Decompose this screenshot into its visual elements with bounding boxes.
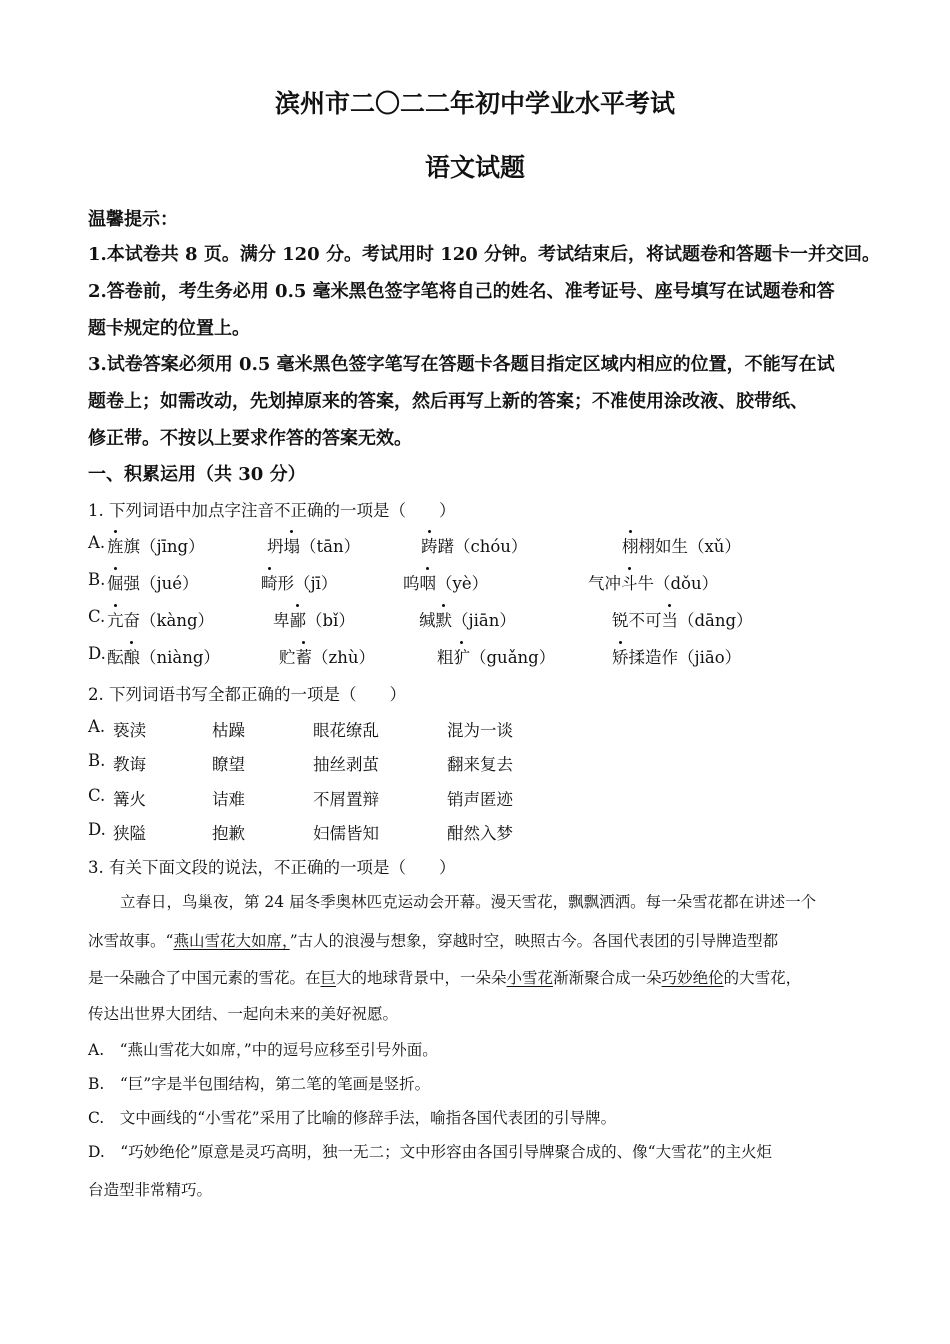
q3-option-b: B. “巨”字是半包围结构，第二笔的笔画是竖折。 — [88, 1075, 431, 1093]
q1-option-item: 呜咽（yè） — [403, 570, 488, 594]
q2-word: 翻来复去 — [447, 755, 513, 774]
q1-row-label: B. — [88, 570, 106, 589]
q2-word: 教诲 — [113, 755, 146, 774]
q2-word: 枯躁 — [212, 721, 245, 740]
tip-line-4: 3.试卷答案必须用 0.5 毫米黑色签字笔写在答题卡各题目指定区域内相应的位置，不能写在试 — [88, 354, 835, 375]
q1-option-item: 缄默（jiān） — [419, 607, 516, 631]
question-3-stem: 3. 有关下面文段的说法，不正确的一项是（ ） — [88, 858, 456, 877]
q2-row-label: C. — [88, 786, 106, 805]
dotted-char: 塌 — [284, 533, 301, 557]
q2-word: 瞭望 — [212, 755, 245, 774]
q2-word: 销声匿迹 — [447, 790, 513, 809]
q2-row-label: D. — [88, 820, 106, 839]
question-1-stem: 1. 下列词语中加点字注音不正确的一项是（ ） — [88, 501, 456, 520]
page-title: 滨州市二〇二二年初中学业水平考试 — [274, 89, 675, 118]
passage-line: 立春日，鸟巢夜，第 24 届冬季奥林匹克运动会开幕。漫天雪花，飘飘洒洒。每一朵雪花都在讲述一个 — [120, 893, 817, 911]
tip-line-6: 修正带。不按以上要求作答的答案无效。 — [88, 428, 412, 449]
dotted-char: 倔 — [107, 570, 124, 594]
q2-word: 酣然入梦 — [447, 824, 513, 843]
q1-option-item: 卑鄙（bǐ） — [273, 607, 355, 631]
q1-row-label: A. — [88, 533, 106, 552]
q1-option-item: 坍塌（tān） — [267, 533, 360, 557]
page-subtitle: 语文试题 — [424, 153, 525, 182]
q1-option-item: 粗犷（guǎng） — [437, 644, 555, 668]
tip-line-1: 1.本试卷共 8 页。满分 120 分。考试用时 120 分钟。考试结束后，将试题卷和答题卡一并交回。 — [88, 244, 881, 265]
q1-option-item: 矫揉造作（jiāo） — [612, 644, 741, 668]
q2-word: 抱歉 — [212, 824, 245, 843]
q1-option-item: 亢奋（kàng） — [107, 607, 214, 631]
tip-line-3: 题卡规定的位置上。 — [88, 318, 250, 339]
q1-option-item: 气冲斗牛（dǒu） — [588, 570, 718, 594]
dotted-char: 咽 — [420, 570, 437, 594]
q2-word: 妇儒皆知 — [313, 824, 379, 843]
dotted-char: 旌 — [107, 533, 124, 557]
q2-word: 抽丝剥茧 — [313, 755, 379, 774]
q2-word: 不屑置辩 — [313, 790, 379, 809]
q2-row-label: B. — [88, 751, 106, 770]
q2-word: 眼花缭乱 — [313, 721, 379, 740]
q2-word: 诘难 — [212, 790, 245, 809]
q2-word: 亵渎 — [113, 721, 146, 740]
dotted-char: 栩 — [622, 533, 639, 557]
dotted-char: 当 — [662, 607, 679, 631]
dotted-char: 畸 — [261, 570, 278, 594]
q1-option-item: 踌躇（chóu） — [421, 533, 527, 557]
q1-row-label: D. — [88, 644, 106, 663]
q2-word: 篝火 — [113, 790, 146, 809]
q3-option-a: A. “燕山雪花大如席，”中的逗号应移至引号外面。 — [88, 1041, 438, 1059]
dotted-char: 酿 — [124, 644, 141, 668]
section-heading: 一、积累运用（共 30 分） — [88, 464, 306, 485]
dotted-char: 默 — [436, 607, 453, 631]
q1-option-item: 锐不可当（dāng） — [612, 607, 753, 631]
q3-option-c: C. 文中画线的“小雪花”采用了比喻的修辞手法，喻指各国代表团的引导牌。 — [88, 1109, 617, 1127]
q3-option-d: D. “巧妙绝伦”原意是灵巧高明，独一无二；文中形容由各国引导牌聚合成的、像“大雪花”的主火炬 — [88, 1143, 773, 1161]
q2-word: 狭隘 — [113, 824, 146, 843]
dotted-char: 踌 — [421, 533, 438, 557]
passage-line: 传达出世界大团结、一起向未来的美好祝愿。 — [88, 1005, 399, 1023]
tips-heading: 温馨提示： — [88, 209, 178, 230]
dotted-char: 矫 — [612, 644, 629, 668]
dotted-char: 鄙 — [290, 607, 307, 631]
dotted-char: 亢 — [107, 607, 124, 631]
q1-option-item: 贮蓄（zhù） — [279, 644, 375, 668]
q1-option-item: 倔强（jué） — [107, 570, 199, 594]
underlined-text: 巧妙绝伦 — [661, 969, 724, 987]
dotted-char: 蓄 — [296, 644, 313, 668]
q3-option-d-continued: 台造型非常精巧。 — [88, 1181, 213, 1199]
tip-line-5: 题卷上；如需改动，先划掉原来的答案，然后再写上新的答案；不准使用涂改液、胶带纸、 — [88, 391, 808, 412]
underlined-text: 小雪花 — [506, 969, 554, 987]
underlined-text: 巨 — [320, 969, 337, 987]
tip-line-2: 2.答卷前，考生务必用 0.5 毫米黑色签字笔将自己的姓名、准考证号、座号填写在试题卷和答 — [88, 281, 835, 302]
q1-option-item: 酝酿（niàng） — [107, 644, 220, 668]
q1-option-item: 畸形（jī） — [261, 570, 337, 594]
passage-line: 冰雪故事。“燕山雪花大如席，”古人的浪漫与想象，穿越时空，映照古今。各国代表团的引导牌造型都 — [88, 932, 779, 950]
question-2-stem: 2. 下列词语书写全都正确的一项是（ ） — [88, 685, 406, 704]
dotted-char: 犷 — [454, 644, 471, 668]
q2-word: 混为一谈 — [447, 721, 513, 740]
q1-option-item: 旌旗（jīng） — [107, 533, 205, 557]
underlined-text: 燕山雪花大如席， — [173, 932, 290, 950]
dotted-char: 斗 — [621, 570, 638, 594]
passage-line: 是一朵融合了中国元素的雪花。在巨大的地球背景中，一朵朵小雪花渐渐聚合成一朵巧妙绝伦的大雪花， — [88, 969, 802, 987]
q2-row-label: A. — [88, 717, 106, 736]
q1-row-label: C. — [88, 607, 106, 626]
q1-option-item: 栩栩如生（xǔ） — [622, 533, 741, 557]
